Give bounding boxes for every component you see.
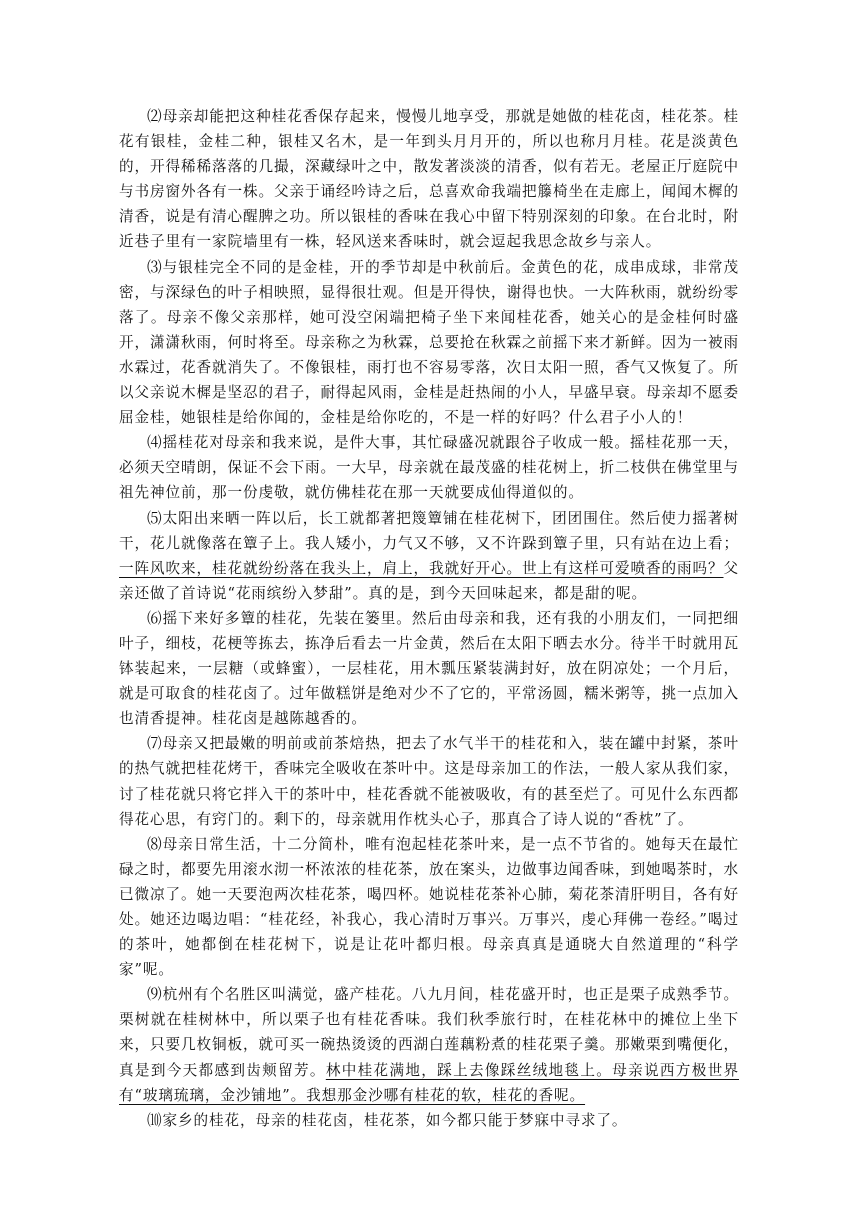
paragraph-5-text-a: ⑸太阳出来晒一阵以后，长工就都著把篾簟铺在桂花树下，团团围住。然后使力摇著树干，花儿就像落在簟子上。我人矮小，力气又不够，又不许跺到簟子里，只有站在边上看； xyxy=(119,509,739,552)
paragraph-2 xyxy=(119,104,739,255)
paragraph-10-text: ⑽家乡的桂花，母亲的桂花卤，桂花茶，如今都只能于梦寐中寻求了。 xyxy=(147,1111,628,1129)
paragraph-6-text: ⑹摇下来好多簟的桂花，先装在篓里。然后由母亲和我，还有我的小朋友们，一同把细叶子，细枝，花梗等拣去，拣净后看去一片金黄，然后在太阳下晒去水分。待半干时就用瓦钵装起来，一层糖（或蜂蜜），一层桂花，用木瓢压紧装满封好，放在阴凉处；一个月后，就是可取食的桂花卤了。过年做糕饼是绝对少不了它的，平常汤圆，糯米粥等，挑一点加入也清香提神。桂花卤是越陈越香的。 xyxy=(119,609,739,728)
paragraph-8 xyxy=(119,832,739,983)
paragraph-5 xyxy=(119,506,739,606)
paragraph-9-text: ⑼杭州有个名胜区叫满觉，盛产桂花。八九月间，桂花盛开时，也正是栗子成熟季节。栗树就在桂树林中，所以栗子也有桂花香味。我们秋季旅行时，在桂花林中的摊位上坐下来，只要几枚铜板，就可买一碗热烫烫的西湖白莲藕粉煮的桂花栗子羹。那嫩栗到嘴便化，真是到今天都感到齿颊留芳。 xyxy=(119,986,739,1079)
paragraph-5-underlined-text: 一阵风吹来，桂花就纷纷落在我头上，肩上，我就好开心。世上有这样可爱喷香的雨吗？ xyxy=(119,559,724,577)
paragraph-7-text: ⑺母亲又把最嫩的明前或前茶焙热，把去了水气半干的桂花和入，装在罐中封紧，茶叶的热气就把桂花烤干，香味完全吸收在茶叶中。这是母亲加工的作法，一般人家从我们家，讨了桂花就只将它拌入干的茶叶中，桂花香就不能被吸收，有的甚至烂了。可见什么东西都得花心思，有窍门的。剩下的，母亲就用作枕头心子，那真合了诗人说的“香枕”了。 xyxy=(119,735,739,828)
paragraph-4 xyxy=(119,430,739,505)
paragraph-2-text: ⑵母亲却能把这种桂花香保存起来，慢慢儿地享受，那就是她做的桂花卤，桂花茶。桂花有银桂，金桂二种，银桂又名木，是一年到头月月开的，所以也称月月桂。花是淡黄色的，开得稀稀落落的几撮，深藏绿叶之中，散发著淡淡的清香，似有若无。老屋正厅庭院中与书房窗外各有一株。父亲于诵经吟诗之后，总喜欢命我端把籐椅坐在走廊上，闻闻木樨的清香，说是有清心醒脾之功。所以银桂的香味在我心中留下特别深刻的印象。在台北时，附近巷子里有一家院墙里有一株，轻风送来香味时，就会逗起我思念故乡与亲人。 xyxy=(119,108,739,251)
paragraph-7 xyxy=(119,731,739,831)
paragraph-9-underlined-text: 林中桂花满地，踩上去像踩丝绒地毯上。母亲说西方极世界有“玻璃琉璃，金沙铺地”。我想那金沙哪有桂花的软，桂花的香呢。 xyxy=(119,1061,740,1104)
essay-page xyxy=(119,104,739,1133)
paragraph-3 xyxy=(119,255,739,431)
paragraph-10 xyxy=(119,1108,739,1133)
paragraph-5-text-b: 父亲还做了首诗说“花雨缤纷入梦甜”。真的是，到今天回味起来，都是甜的呢。 xyxy=(119,559,739,602)
paragraph-4-text: ⑷摇桂花对母亲和我来说，是件大事，其忙碌盛况就跟谷子收成一般。摇桂花那一天，必须天空晴朗，保证不会下雨。一大早，母亲就在最茂盛的桂花树上，折二枝供在佛堂里与祖先神位前，那一份虔敬，就仿佛桂花在那一天就要成仙得道似的。 xyxy=(119,434,739,502)
paragraph-3-text: ⑶与银桂完全不同的是金桂，开的季节却是中秋前后。金黄色的花，成串成球，非常茂密，与深绿色的叶子相映照，显得很壮观。但是开得快，谢得也快。一大阵秋雨，就纷纷零落了。母亲不像父亲那样，她可没空闲端把椅子坐下来闻桂花香，她关心的是金桂何时盛开，潇潇秋雨，何时将至。母亲称之为秋霖，总要抢在秋霖之前摇下来才新鲜。因为一被雨水霖过，花香就消失了。不像银桂，雨打也不容易零落，次日太阳一照，香气又恢复了。所以父亲说木樨是坚忍的君子，耐得起风雨，金桂是赶热闹的小人，早盛早衰。母亲却不愿委屈金桂，她银桂是给你闻的，金桂是给你吃的，不是一样的好吗？什么君子小人的！ xyxy=(119,258,739,427)
paragraph-9 xyxy=(119,982,739,1107)
paragraph-8-text: ⑻母亲日常生活，十二分简朴，唯有泡起桂花茶叶来，是一点不节省的。她每天在最忙碌之时，都要先用滚水沏一杯浓浓的桂花茶，放在案头，边做事边闻香味，到她喝茶时，水已微凉了。她一天要泡两次桂花茶，喝四杯。她说桂花茶补心肺，菊花茶清肝明目，各有好处。她还边喝边唱：“桂花经，补我心，我心清时万事兴。万事兴，虔心拜佛一卷经。”喝过的茶叶，她都倒在桂花树下，说是让花叶都归根。母亲真真是通晓大自然道理的“科学家”呢。 xyxy=(119,835,739,979)
paragraph-6 xyxy=(119,606,739,731)
